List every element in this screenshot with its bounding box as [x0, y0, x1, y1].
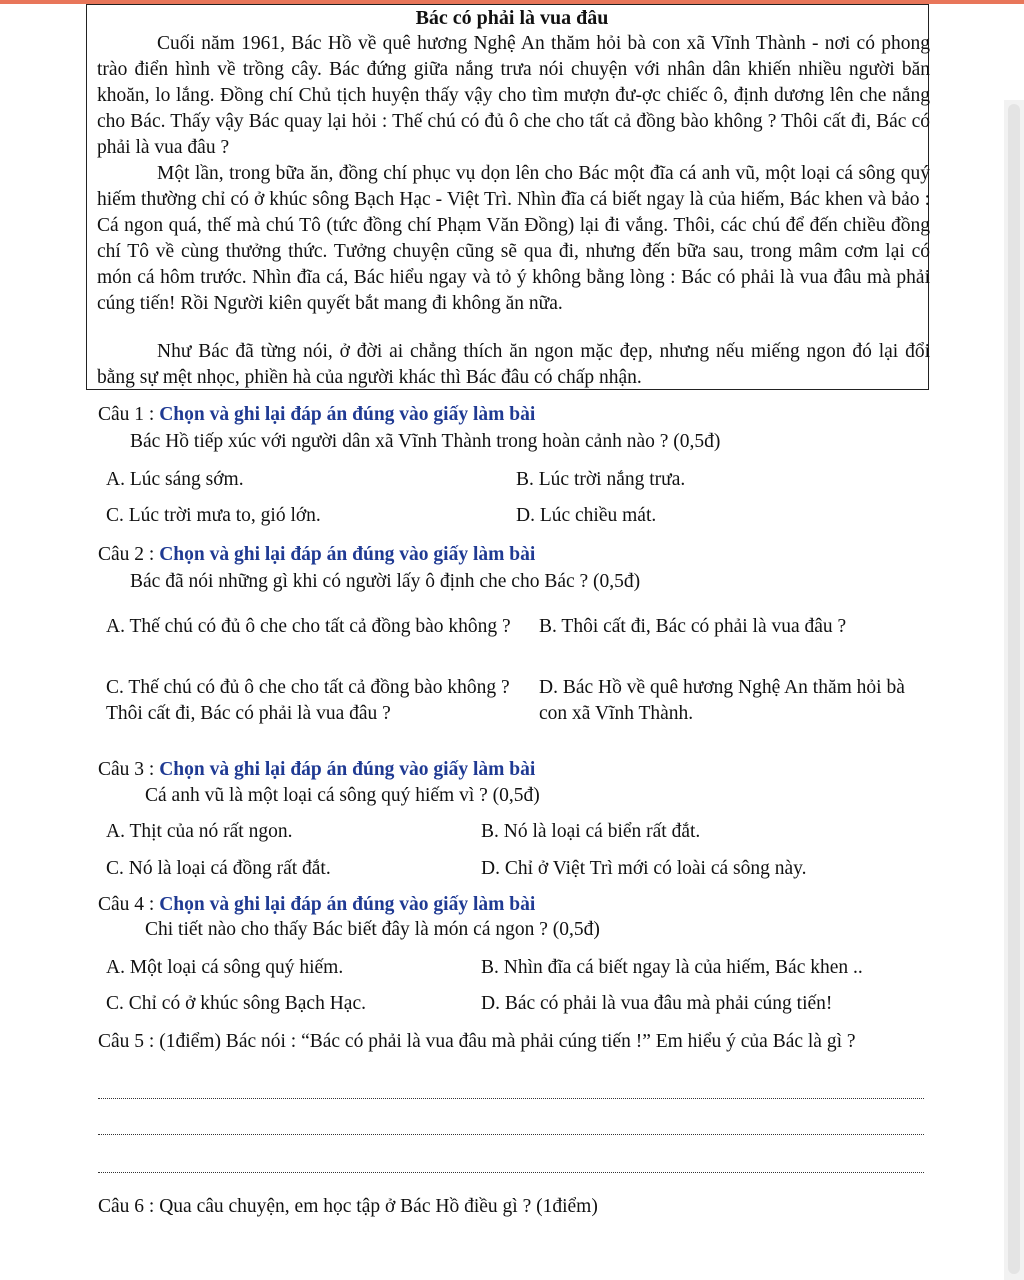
question-3-heading: Câu 3 : Chọn và ghi lại đáp án đúng vào giấy làm bài — [98, 759, 536, 780]
question-1-option-c: C. Lúc trời mưa to, gió lớn. — [106, 505, 321, 526]
question-2-text: Bác đã nói những gì khi có người lấy ô định che cho Bác ? (0,5đ) — [130, 571, 641, 592]
answer-line-2 — [98, 1134, 924, 1135]
question-5-text: Câu 5 : (1điểm) Bác nói : “Bác có phải là vua đâu mà phải cúng tiến !” Em hiểu ý của Bác là gì ? — [98, 1031, 856, 1052]
story-paragraph-1: Cuối năm 1961, Bác Hồ về quê hương Nghệ An thăm hỏi bà con xã Vĩnh Thành - nơi có phong trào điển hình về trồng cây. Bác đứng giữa nắng trưa nói chuyện với nhân dân khiến nhiều người băn khoăn, lo lắng. Đồng chí Chủ tịch huyện thấy vậy cho tìm mượn đư-ợc chiếc ô, định dương lên che nắng cho Bác. Thấy vậy Bác quay lại hỏi : Thế chú có đủ ô che cho tất cả đồng bào không ? Thôi cất đi, Bác có phải là vua đâu ? — [97, 33, 930, 158]
question-6-text: Câu 6 : Qua câu chuyện, em học tập ở Bác Hồ điều gì ? (1điểm) — [98, 1196, 598, 1217]
answer-line-1 — [98, 1098, 924, 1099]
question-2-heading: Câu 2 : Chọn và ghi lại đáp án đúng vào giấy làm bài — [98, 544, 536, 565]
question-2-option-b: B. Thôi cất đi, Bác có phải là vua đâu ? — [539, 616, 847, 637]
question-4-option-a: A. Một loại cá sông quý hiếm. — [106, 957, 344, 978]
scrollbar-thumb[interactable] — [1008, 104, 1020, 1274]
story-title: Bác có phải là vua đâu — [415, 7, 609, 29]
question-1-text: Bác Hồ tiếp xúc với người dân xã Vĩnh Thành trong hoàn cảnh nào ? (0,5đ) — [130, 431, 721, 452]
question-4-option-c: C. Chỉ có ở khúc sông Bạch Hạc. — [106, 993, 366, 1014]
question-3-option-a: A. Thịt của nó rất ngon. — [106, 821, 293, 842]
question-3-text: Cá anh vũ là một loại cá sông quý hiếm vì ? (0,5đ) — [145, 785, 540, 806]
question-1-option-b: B. Lúc trời nắng trưa. — [516, 469, 686, 490]
question-2-option-d: D. Bác Hồ về quê hương Nghệ An thăm hỏi bà con xã Vĩnh Thành. — [539, 677, 905, 724]
story-paragraph-3: Như Bác đã từng nói, ở đời ai chẳng thích ăn ngon mặc đẹp, nhưng nếu miếng ngon đó lại đổi bằng sự mệt nhọc, phiền hà của người khác thì Bác đâu có chấp nhận. — [97, 341, 930, 388]
question-3-option-b: B. Nó là loại cá biển rất đắt. — [481, 821, 701, 842]
question-2-option-c: C. Thế chú có đủ ô che cho tất cả đồng bào không ? Thôi cất đi, Bác có phải là vua đâu ? — [106, 677, 510, 724]
question-4-option-d: D. Bác có phải là vua đâu mà phải cúng tiến! — [481, 993, 833, 1014]
question-3-option-c: C. Nó là loại cá đồng rất đắt. — [106, 858, 331, 879]
question-1-option-a: A. Lúc sáng sớm. — [106, 469, 244, 490]
question-1-heading: Câu 1 : Chọn và ghi lại đáp án đúng vào giấy làm bài — [98, 404, 536, 425]
question-4-heading: Câu 4 : Chọn và ghi lại đáp án đúng vào giấy làm bài — [98, 894, 536, 915]
question-1-option-d: D. Lúc chiều mát. — [516, 505, 657, 526]
question-2-option-a: A. Thế chú có đủ ô che cho tất cả đồng bào không ? — [106, 616, 511, 637]
question-4-option-b: B. Nhìn đĩa cá biết ngay là của hiếm, Bác khen .. — [481, 957, 863, 978]
story-paragraph-2: Một lần, trong bữa ăn, đồng chí phục vụ dọn lên cho Bác một đĩa cá anh vũ, một loại cá sông quý hiếm thường chỉ có ở khúc sông Bạch Hạc - Việt Trì. Nhìn đĩa cá biết ngay là của hiếm, Bác khen và bảo : Cá ngon quá, thế mà chú Tô (tức đồng chí Phạm Văn Đồng) lại đi vắng. Thôi, các chú để đến chiều đồng chí Tô về cùng thưởng thức. Tưởng chuyện cũng sẽ qua đi, nhưng đến bữa sau, trong mâm cơm lại có món cá hôm trước. Nhìn đĩa cá, Bác hiểu ngay và tỏ ý không bằng lòng : Bác có phải là vua đâu mà phải cúng tiến! Rồi Người kiên quyết bắt mang đi không ăn nữa. — [97, 163, 930, 314]
answer-line-3 — [98, 1172, 924, 1173]
question-4-text: Chi tiết nào cho thấy Bác biết đây là món cá ngon ? (0,5đ) — [145, 919, 600, 940]
question-3-option-d: D. Chỉ ở Việt Trì mới có loài cá sông này. — [481, 858, 807, 879]
